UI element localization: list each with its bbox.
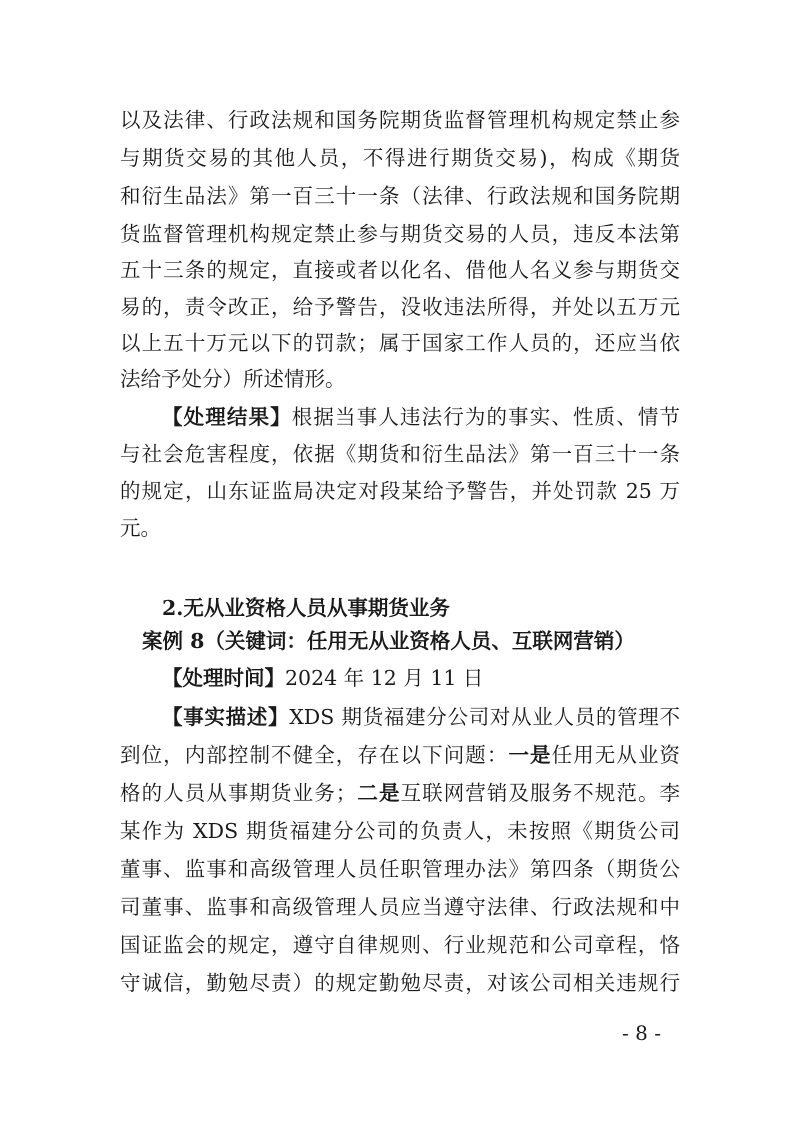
processing-result-line: 与社会危害程度，依据《期货和衍生品法》第一百三十一条 <box>120 442 680 466</box>
processing-result-text: 根据当事人违法行为的事实、性质、情节 <box>291 405 681 429</box>
first-issue-marker: 一是 <box>508 743 552 767</box>
processing-result-line: 元。 <box>120 516 161 540</box>
processing-result-line: 的规定，山东证监局决定对段某给予警告，并处罚款 25 万 <box>120 479 680 503</box>
fact-description-text: 到位，内部控制不健全，存在以下问题： <box>120 743 509 767</box>
fact-description-line: 董事、监事和高级管理人员任职管理办法》第四条（期货公 <box>120 857 680 881</box>
fact-description-text: 任用无从业资 <box>551 743 681 767</box>
processing-result-first-line <box>162 397 680 437</box>
fact-description-line: 国证监会的规定，遵守自律规则、行业规范和公司章程，恪 <box>120 933 680 957</box>
processing-time-line <box>162 658 680 698</box>
processing-result-label: 【处理结果】 <box>162 405 292 429</box>
section-heading: 2.无从业资格人员从事期货业务 <box>162 596 450 620</box>
fact-description-line: 某作为 XDS 期货福建分公司的负责人，未按照《期货公司 <box>120 819 680 843</box>
fact-description-line <box>120 773 680 813</box>
paragraph-line: 易的，责令改正，给予警告，没收违法所得，并处以五万元 <box>120 295 680 319</box>
fact-description-first-line <box>162 697 680 737</box>
processing-time-value: 2024 年 12 月 11 日 <box>285 666 484 690</box>
paragraph-line: 法给予处分）所述情形。 <box>120 367 346 391</box>
paragraph-line: 和衍生品法》第一百三十一条（法律、行政法规和国务院期 <box>120 184 680 208</box>
fact-description-line: 司董事、监事和高级管理人员应当遵守法律、行政法规和中 <box>120 895 680 919</box>
paragraph-line: 五十三条的规定，直接或者以化名、借他人名义参与期货交 <box>120 258 680 282</box>
processing-time-label: 【处理时间】 <box>162 666 285 690</box>
paragraph-line: 与期货交易的其他人员，不得进行期货交易)，构成《期货 <box>120 146 680 170</box>
fact-description-line: 守诚信，勤勉尽责）的规定勤勉尽责，对该公司相关违规行 <box>120 971 680 995</box>
page-number: - 8 - <box>622 1021 661 1045</box>
fact-description-label: 【事实描述】 <box>162 705 290 729</box>
paragraph-line: 以及法律、行政法规和国务院期货监督管理机构规定禁止参 <box>120 108 680 132</box>
fact-description-text: 格的人员从事期货业务； <box>120 781 357 805</box>
paragraph-line: 货监督管理机构规定禁止参与期货交易的人员，违反本法第 <box>120 222 680 246</box>
paragraph-line: 以上五十万元以下的罚款；属于国家工作人员的，还应当依 <box>120 331 680 355</box>
case-heading: 案例 8（关键词：任用无从业资格人员、互联网营销） <box>142 629 635 653</box>
fact-description-text: 互联网营销及服务不规范。李 <box>400 781 681 805</box>
fact-description-line <box>120 735 680 775</box>
fact-description-text: XDS 期货福建分公司对从业人员的管理不 <box>289 705 680 729</box>
second-issue-marker: 二是 <box>356 781 401 805</box>
